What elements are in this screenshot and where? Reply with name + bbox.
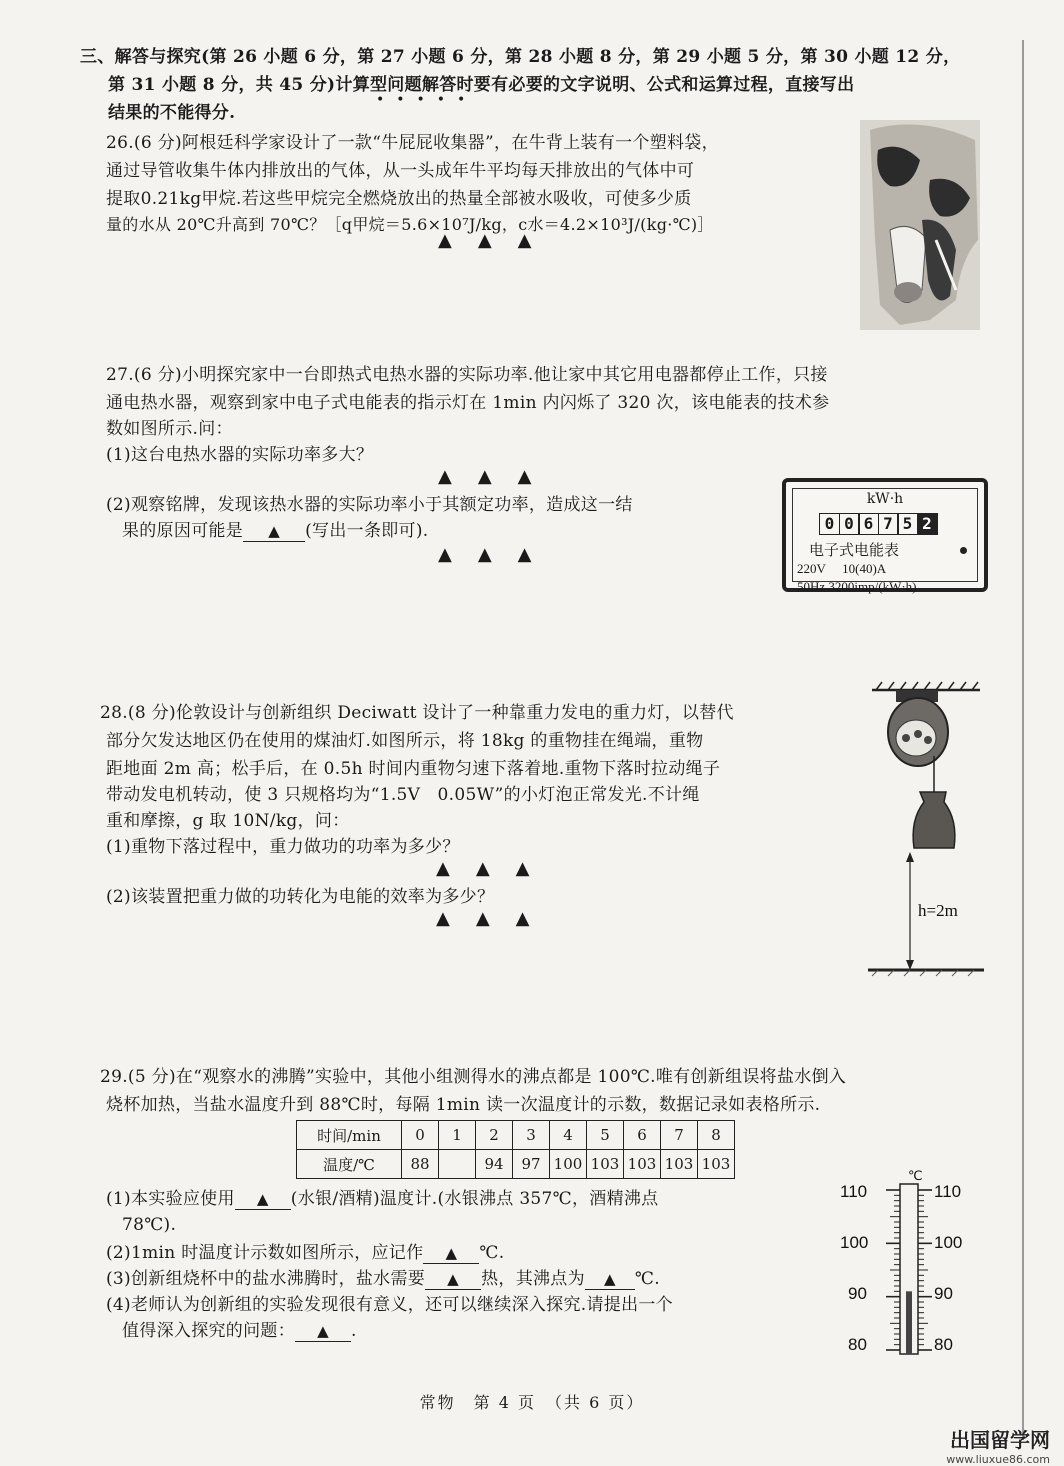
- meter-current: 10(40)A: [842, 561, 887, 576]
- thermometer-unit: ℃: [908, 1169, 923, 1184]
- q27-answer2-marks: ▲▲▲: [438, 544, 558, 565]
- q27-answer-blank[interactable]: ▲: [243, 521, 305, 542]
- q29-sub3-text-a: (3)创新组烧杯中的盐水沸腾时，盐水需要: [106, 1269, 426, 1289]
- table-cell-empty[interactable]: [439, 1150, 476, 1179]
- margin-rule: [1022, 40, 1024, 1440]
- meter-unit: kW·h: [866, 491, 904, 507]
- table-cell: 97: [513, 1150, 550, 1179]
- page-footer: 常物 第 4 页 （共 6 页）: [419, 1393, 645, 1412]
- q29-sub2: [106, 1240, 504, 1266]
- q29-sub4-line2: [122, 1318, 357, 1344]
- q27-line3: 数如图所示.问：: [106, 419, 233, 439]
- q29-sub3-text-c: ℃.: [634, 1269, 660, 1289]
- q27-answer1-marks: ▲▲▲: [438, 466, 558, 487]
- q29-sub1-blank[interactable]: ▲: [235, 1189, 291, 1210]
- q29-sub2-text-b: ℃.: [479, 1243, 505, 1263]
- q29-sub1: [106, 1186, 658, 1212]
- table-cell: 4: [550, 1121, 587, 1150]
- table-cell: 103: [698, 1150, 735, 1179]
- watermark-url: www.liuxue86.com: [946, 1453, 1050, 1466]
- q28-answer2-marks: ▲▲▲: [436, 908, 556, 929]
- meter-digits: [819, 513, 936, 535]
- q26-line3: 提取0.21kg甲烷.若这些甲烷完全燃烧放出的热量全部被水吸收，可使多少质: [106, 189, 692, 209]
- q29-sub3-blank1[interactable]: ▲: [425, 1269, 481, 1290]
- meter-voltage: 220V: [797, 561, 826, 576]
- meter-panel: [792, 488, 978, 594]
- q29-sub4-blank[interactable]: ▲: [295, 1321, 351, 1342]
- table-cell: 88: [402, 1150, 439, 1179]
- emphasis-dots: •••••: [376, 92, 478, 108]
- meter-digit-decimal: 2: [917, 513, 938, 535]
- q27-sub2-text-a: 果的原因可能是: [122, 521, 244, 541]
- q28-answer1-marks: ▲▲▲: [436, 858, 556, 879]
- table-cell: 103: [624, 1150, 661, 1179]
- section-header-line1: 三、解答与探究(第 26 小题 6 分，第 27 小题 6 分，第 28 小题 8 分，第 29 小题 5 分，第 30 小题 12 分，: [80, 47, 961, 67]
- q26-line1: 26.(6 分)阿根廷科学家设计了一款“牛屁屁收集器”，在牛背上装有一个塑料袋，: [106, 133, 719, 153]
- q28-line5: 重和摩擦，g 取 10N/kg，问：: [106, 811, 350, 831]
- q28-sub2: (2)该装置把重力做的功转化为电能的效率为多少？: [106, 887, 495, 907]
- table-cell: 7: [661, 1121, 698, 1150]
- table-cell: 8: [698, 1121, 735, 1150]
- meter-specs: [797, 579, 917, 595]
- q29-sub2-blank[interactable]: ▲: [423, 1243, 479, 1264]
- table-cell: 6: [624, 1121, 661, 1150]
- q26-line4: 量的水从 20℃升高到 70℃？［q甲烷＝5.6×10⁷J/kg，c水＝4.2×10³J/(kg·℃)］: [106, 215, 714, 234]
- q26-answer-marks: ▲▲▲: [438, 230, 558, 251]
- thermometer-label-left: 110: [840, 1182, 868, 1201]
- q29-sub4-text-b: .: [351, 1321, 357, 1341]
- thermometer-liquid: [906, 1291, 912, 1354]
- section-header-line2: 第 31 小题 8 分，共 45 分)计算型问题解答时要有必要的文字说明、公式和运算过程，直接写出: [108, 75, 855, 95]
- thermometer-label-right: 100: [934, 1233, 963, 1252]
- meter-digit: 7: [878, 513, 899, 535]
- q29-sub3-blank2[interactable]: ▲: [585, 1269, 635, 1290]
- q28-line1: 28.(8 分)伦敦设计与创新组织 Deciwatt 设计了一种靠重力发电的重力灯，以替代: [100, 703, 734, 723]
- thermometer-label-left: 80: [848, 1335, 867, 1354]
- meter-name: 电子式电能表: [809, 541, 900, 559]
- meter-digit: 6: [858, 513, 879, 535]
- q29-sub4-line1: (4)老师认为创新组的实验发现很有意义，还可以继续深入探究.请提出一个: [106, 1295, 673, 1315]
- q29-sub2-text-a: (2)1min 时温度计示数如图所示，应记作: [106, 1243, 424, 1263]
- meter-digit: 0: [839, 513, 860, 535]
- q29-sub1-text-a: (1)本实验应使用: [106, 1189, 235, 1209]
- q27-sub1: (1)这台电热水器的实际功率多大？: [106, 445, 374, 465]
- energy-meter: [782, 478, 988, 592]
- thermometer-label-right: 80: [934, 1335, 953, 1354]
- q29-sub3-text-b: 热，其沸点为: [481, 1269, 585, 1289]
- q29-sub1-text-b: (水银/酒精)温度计.(水银沸点 357℃，酒精沸点: [290, 1189, 659, 1209]
- q27-line2: 通电热水器，观察到家中电子式电能表的指示灯在 1min 内闪烁了 320 次，该电能表的技术参: [106, 393, 830, 413]
- meter-ratings: [797, 561, 886, 577]
- q28-line4: 带动发电机转动，使 3 只规格均为“1.5V 0.05W”的小灯泡正常发光.不计绳: [106, 785, 700, 805]
- meter-digit: 0: [819, 513, 840, 535]
- table-cell: 103: [587, 1150, 624, 1179]
- meter-indicator-light: [960, 547, 967, 554]
- cow-photo: [860, 120, 980, 330]
- watermark: [946, 1424, 1050, 1466]
- meter-digit: 5: [897, 513, 918, 535]
- q29-line1: 29.(5 分)在“观察水的沸腾”实验中，其他小组测得水的沸点都是 100℃.唯有创新组误将盐水倒入: [100, 1067, 847, 1087]
- q28-line3: 距地面 2m 高；松手后，在 0.5h 时间内重物匀速下落着地.重物下落时拉动绳子: [106, 759, 721, 779]
- table-cell: 5: [587, 1121, 624, 1150]
- q27-sub2-text-b: (写出一条即可).: [305, 521, 429, 541]
- table-row-time: [297, 1121, 735, 1150]
- table-row-temperature: [297, 1150, 735, 1179]
- table-header-temperature: 温度/℃: [297, 1150, 402, 1179]
- height-label: h=2m: [918, 901, 958, 920]
- table-header-time: 时间/min: [297, 1121, 402, 1150]
- q28-sub1: (1)重物下落过程中，重力做功的功率为多少？: [106, 837, 460, 857]
- q27-line1: 27.(6 分)小明探究家中一台即热式电热水器的实际功率.他让家中其它用电器都停止工作，只接: [106, 365, 828, 385]
- table-cell: 100: [550, 1150, 587, 1179]
- q29-sub3: [106, 1266, 660, 1292]
- table-cell: 3: [513, 1121, 550, 1150]
- q28-line2: 部分欠发达地区仍在使用的煤油灯.如图所示，将 18kg 的重物挂在绳端，重物: [106, 731, 704, 751]
- thermometer-label-left: 100: [840, 1233, 869, 1252]
- table-cell: 103: [661, 1150, 698, 1179]
- thermometer-label-right: 110: [934, 1182, 962, 1201]
- watermark-name: 出国留学网: [950, 1428, 1050, 1452]
- thermometer-figure: [838, 1162, 998, 1358]
- table-cell: 2: [476, 1121, 513, 1150]
- q29-sub4-text-a: 值得深入探究的问题：: [122, 1321, 295, 1341]
- thermometer-label-left: 90: [848, 1284, 867, 1303]
- table-cell: 0: [402, 1121, 439, 1150]
- q26-line2: 通过导管收集牛体内排放出的气体，从一头成年牛平均每天排放出的气体中可: [106, 161, 695, 181]
- gravity-lamp-figure: [868, 680, 984, 980]
- q29-sub1-cont: 78℃).: [122, 1215, 177, 1235]
- table-cell: 1: [439, 1121, 476, 1150]
- q27-sub2-line2: [122, 518, 428, 544]
- table-cell: 94: [476, 1150, 513, 1179]
- meter-frequency: 50Hz: [797, 579, 826, 594]
- q27-sub2-line1: (2)观察铭牌，发现该热水器的实际功率小于其额定功率，造成这一结: [106, 495, 633, 515]
- q29-line2: 烧杯加热，当盐水温度升到 88℃时，每隔 1min 读一次温度计的示数，数据记录如表格所示.: [106, 1095, 821, 1115]
- meter-constant: 3200imp/(kW·h): [828, 579, 917, 594]
- section-header-line3: 结果的不能得分.: [108, 103, 236, 123]
- temperature-table: [296, 1120, 735, 1179]
- thermometer-label-right: 90: [934, 1284, 953, 1303]
